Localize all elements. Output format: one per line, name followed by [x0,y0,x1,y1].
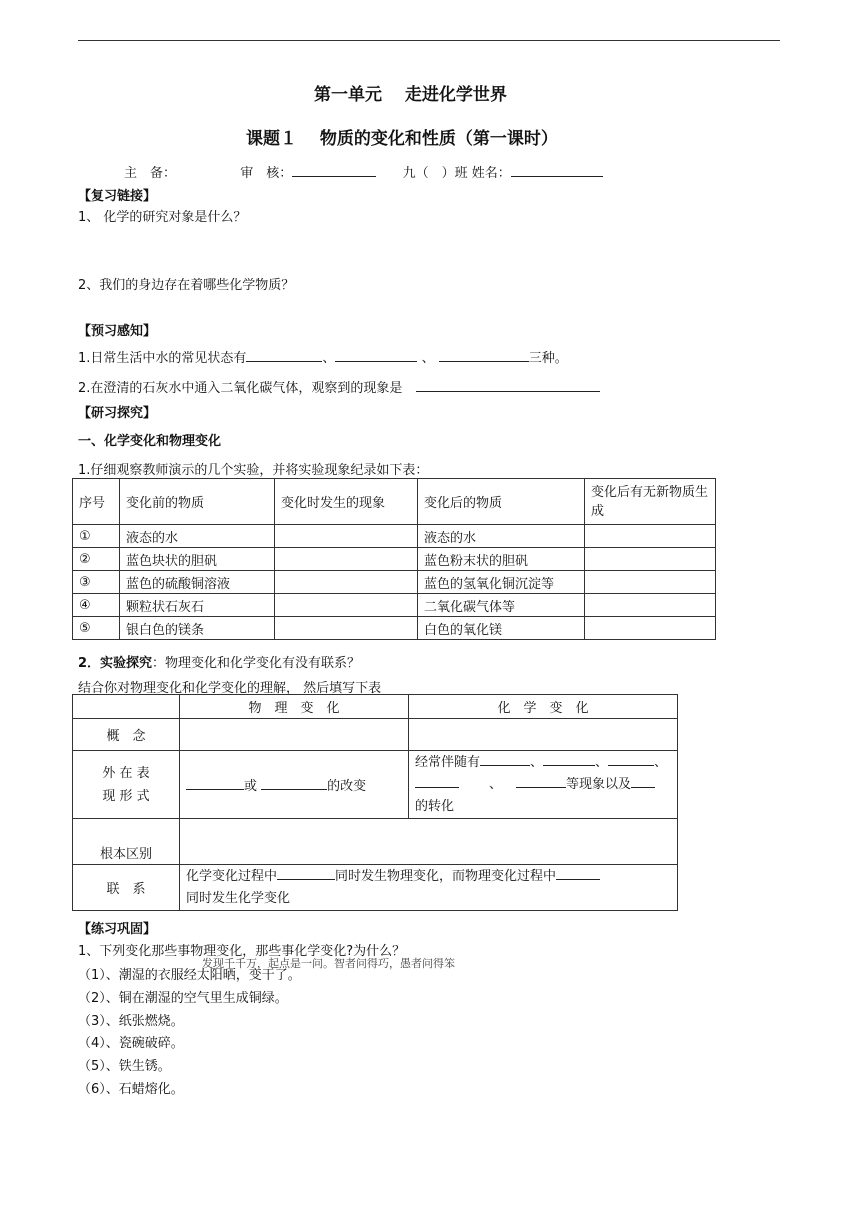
blank-chem-5[interactable] [516,775,566,788]
blank-chem-6[interactable] [631,775,655,788]
preview-q1-end: 三种。 [528,351,568,366]
table-row [73,594,716,617]
cell-before: 液态的水 [120,525,275,548]
cell-before: 蓝色的硫酸铜溶液 [120,571,275,594]
practice-item: （6）、石蜡熔化。 [78,1082,184,1097]
practice-item: （5）、铁生锈。 [78,1059,171,1074]
q2-line [78,652,360,671]
th-new-substance: 变化后有无新物质生成 [585,479,716,525]
compare-table [72,694,678,911]
sep: 、 [489,776,503,792]
th-phenomenon: 变化时发生的现象 [275,479,418,525]
meta-line [124,162,603,181]
cell-index: ⑤ [73,617,120,640]
review-q2: 2、我们的身边存在着哪些化学物质？ [78,278,295,293]
row-concept-label: 概 念 [73,719,180,751]
top-rule [78,40,780,41]
table-row [73,571,716,594]
row-form-label [73,751,180,819]
text-or: 或 [244,779,258,794]
watermark-text: 发现千千万，起点是一问。智者问得巧，愚者问得笨 [202,957,455,970]
q2-label: 2．实验探究 [78,656,153,671]
cell-after: 二氧化碳气体等 [418,594,585,617]
cell-after: 蓝色的氢氧化铜沉淀等 [418,571,585,594]
unit-title: 第一单元 走进化学世界 [314,85,507,105]
meta-prepare: 主 备： [124,166,177,181]
review-q1: 1、 化学的研究对象是什么？ [78,210,247,225]
th-physical: 物 理 变 化 [180,695,409,719]
cell-form-chemical [409,751,678,819]
cell-new-substance[interactable] [585,525,716,548]
th-blank [73,695,180,719]
blank-chem-1[interactable] [480,753,530,766]
cell-after: 液态的水 [418,525,585,548]
meta-review: 审 核： [240,166,293,181]
blank-state-2[interactable] [335,349,417,362]
cell-concept-physical[interactable] [180,719,409,751]
cell-index: ③ [73,571,120,594]
blank-state-1[interactable] [246,349,322,362]
sep: 、 [322,351,336,366]
cell-concept-chemical[interactable] [409,719,678,751]
blank-relation-2[interactable] [556,867,600,880]
practice-item: （3）、纸张燃烧。 [78,1014,184,1029]
cell-after: 蓝色粉末状的胆矾 [418,548,585,571]
name-blank[interactable] [511,164,603,177]
blank-chem-2[interactable] [543,753,595,766]
blank-state-3[interactable] [439,349,529,362]
text-conversion: 的转化 [415,798,455,814]
section-physical-chemical: 一、化学变化和物理变化 [78,434,222,449]
row-form-label-a: 外 在 表 [102,765,150,781]
th-before: 变化前的物质 [120,479,275,525]
q2-text: ：物理变化和化学变化有没有联系？ [152,656,361,671]
row-relation-label: 联 系 [73,865,180,911]
th-chemical: 化 学 变 化 [409,695,678,719]
blank-chem-4[interactable] [415,775,459,788]
cell-new-substance[interactable] [585,617,716,640]
th-index: 序号 [73,479,120,525]
lesson-title: 课题１ 物质的变化和性质（第一课时） [246,129,558,149]
cell-phenomenon[interactable] [275,525,418,548]
cell-before: 银白色的镁条 [120,617,275,640]
relation-text-b: 同时发生物理变化，而物理变化过程中 [335,868,557,884]
practice-item: （1）、潮湿的衣服经太阳晒，变干了。 [78,968,301,983]
cell-phenomenon[interactable] [275,594,418,617]
cell-new-substance[interactable] [585,571,716,594]
cell-before: 蓝色块状的胆矾 [120,548,275,571]
row-form-label-b: 现 形 式 [102,788,150,804]
practice-item: （2）、铜在潮湿的空气里生成铜绿。 [78,991,288,1006]
cell-index: ② [73,548,120,571]
cell-difference[interactable] [180,819,678,865]
preview-q1-text: 1.日常生活中水的常见状态有 [78,351,247,366]
table-row [73,548,716,571]
cell-index: ① [73,525,120,548]
sep: 、 [530,754,544,770]
blank-phys-1[interactable] [186,777,244,790]
practice-heading: 【练习巩固】 [78,922,157,937]
th-after: 变化后的物质 [418,479,585,525]
review-heading: 【复习链接】 [78,189,157,204]
preview-q2-text: 2.在澄清的石灰水中通入二氧化碳气体，观察到的现象是 [78,381,403,396]
cell-phenomenon[interactable] [275,548,418,571]
meta-class: 九（ ）班 姓名： [402,166,511,181]
blank-relation-1[interactable] [277,867,335,880]
preview-heading: 【预习感知】 [78,324,157,339]
sep: 、 [595,754,609,770]
blank-phenomenon[interactable] [416,379,600,392]
experiment-table [72,478,716,640]
cell-new-substance[interactable] [585,548,716,571]
row-difference-label: 根本区别 [73,819,180,865]
cell-phenomenon[interactable] [275,617,418,640]
table-row [73,617,716,640]
text-change: 的改变 [327,779,367,794]
table-row [73,525,716,548]
cell-before: 颗粒状石灰石 [120,594,275,617]
practice-item: （4）、瓷碗破碎。 [78,1036,184,1051]
cell-form-physical [180,751,409,819]
sep: 、 [421,351,435,366]
cell-new-substance[interactable] [585,594,716,617]
sep: 、 [654,754,668,770]
cell-after: 白色的氧化镁 [418,617,585,640]
relation-text-a: 化学变化过程中 [186,868,278,884]
cell-index: ④ [73,594,120,617]
cell-relation [180,865,678,911]
explore-heading: 【研习探究】 [78,406,157,421]
blank-phys-2[interactable] [261,777,327,790]
blank-chem-3[interactable] [608,753,654,766]
review-blank[interactable] [292,164,376,177]
table1-instruction: 1.仔细观察教师演示的几个实验，并将实验现象纪录如下表： [78,463,429,478]
q2-sub: 结合你对物理变化和化学变化的理解， 然后填写下表 [78,681,382,696]
preview-q1 [78,347,568,366]
relation-text-c: 同时发生化学变化 [186,890,291,906]
cell-phenomenon[interactable] [275,571,418,594]
text-accompany: 经常伴随有 [415,754,481,770]
text-phenomena: 等现象以及 [566,776,632,792]
practice-q1: 1、下列变化那些事物理变化，那些事化学变化?为什么？ [78,944,406,959]
preview-q2 [78,377,600,396]
